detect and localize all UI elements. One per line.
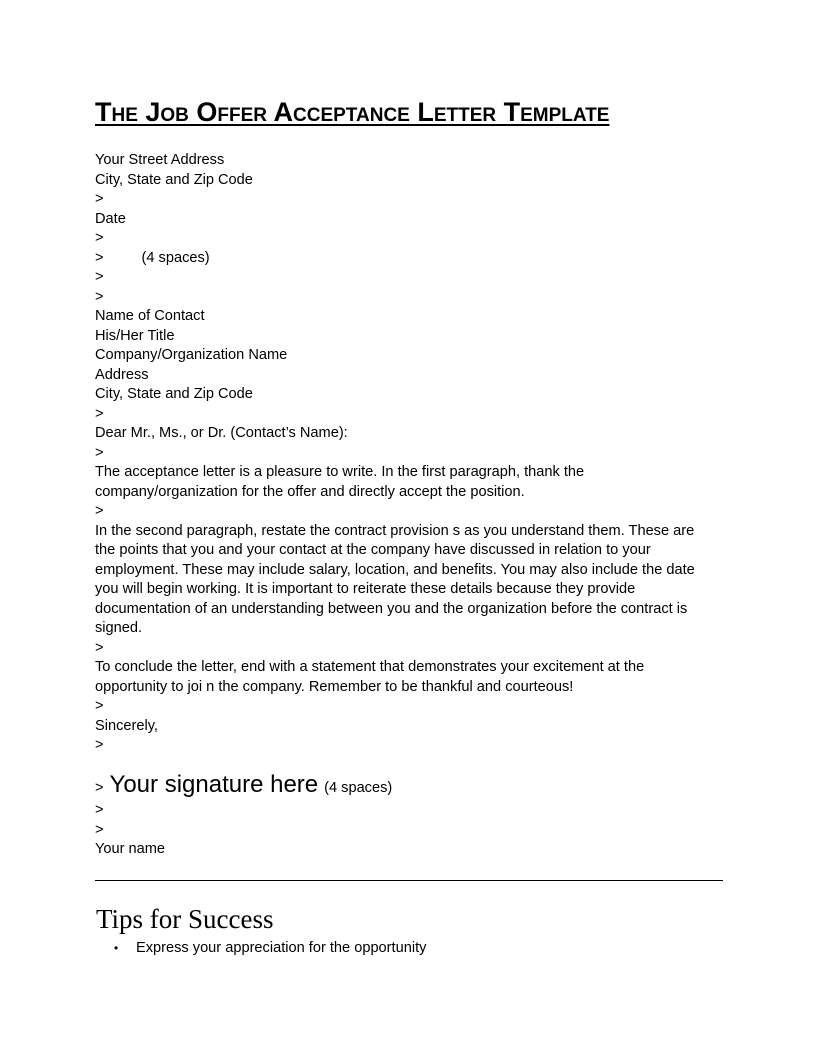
paragraph-3: To conclude the letter, end with a statement that demonstrates your excitement at the opportunity to joi n the company. Remember to be thankful and courteous! — [95, 659, 645, 695]
letter-body — [95, 151, 723, 756]
blank-marker: > — [95, 821, 104, 838]
signature-row — [95, 770, 392, 803]
blank-marker: > — [95, 269, 104, 285]
signature-spaces-note: (4 spaces) — [324, 780, 393, 796]
signature-placeholder: Your signature here — [109, 771, 319, 798]
date-line: Date — [95, 210, 126, 227]
blank-marker: > — [95, 230, 104, 246]
tip-text: Express your appreciation for the opportunity — [136, 940, 427, 956]
blank-marker: > — [95, 802, 104, 818]
recipient-name: Name of Contact — [95, 308, 205, 324]
blank-marker: > — [95, 444, 104, 461]
blank-marker: > — [95, 503, 104, 519]
blank-marker: > — [95, 698, 104, 714]
tips-list — [95, 939, 426, 959]
blank-marker: > — [95, 737, 104, 753]
paragraph-1: The acceptance letter is a pleasure to write. In the first paragraph, thank the company/organization for the offer and directly accept the position. — [95, 464, 585, 500]
blank-marker: > — [95, 780, 104, 796]
tips-heading: Tips for Success — [96, 904, 274, 934]
paragraph-2: In the second paragraph, restate the contract provision s as you understand them. These are the points that you and your contact at the company have discussed in relation to your employment. These may include salary, location, and benefits. You may also include the date you will begin working. It is important to reiterate these details because they provide documentation of an understanding between you and the organization before the contract is signed. — [95, 522, 695, 636]
your-name: Your name — [95, 841, 166, 857]
sender-city: City, State and Zip Code — [95, 171, 253, 188]
spaces-note: (4 spaces) — [141, 249, 210, 266]
recipient-city: City, State and Zip Code — [95, 386, 253, 402]
blank-marker: > — [95, 288, 104, 305]
recipient-title: His/Her Title — [95, 327, 175, 344]
salutation: Dear Mr., Ms., or Dr. (Contact’s Name): — [95, 425, 348, 441]
document-title: The Job Offer Acceptance Letter Template — [95, 97, 610, 127]
closing: Sincerely, — [95, 717, 158, 734]
blank-marker: > — [95, 249, 104, 266]
recipient-company: Company/Organization Name — [95, 347, 288, 363]
after-signature — [95, 801, 165, 860]
list-item — [95, 939, 426, 959]
bullet-icon: • — [114, 941, 119, 955]
recipient-address: Address — [95, 366, 149, 383]
horizontal-divider — [95, 880, 723, 881]
spaces-line — [95, 249, 723, 269]
sender-street: Your Street Address — [95, 152, 225, 168]
blank-marker: > — [95, 405, 104, 422]
blank-marker: > — [95, 191, 104, 207]
blank-marker: > — [95, 639, 104, 656]
